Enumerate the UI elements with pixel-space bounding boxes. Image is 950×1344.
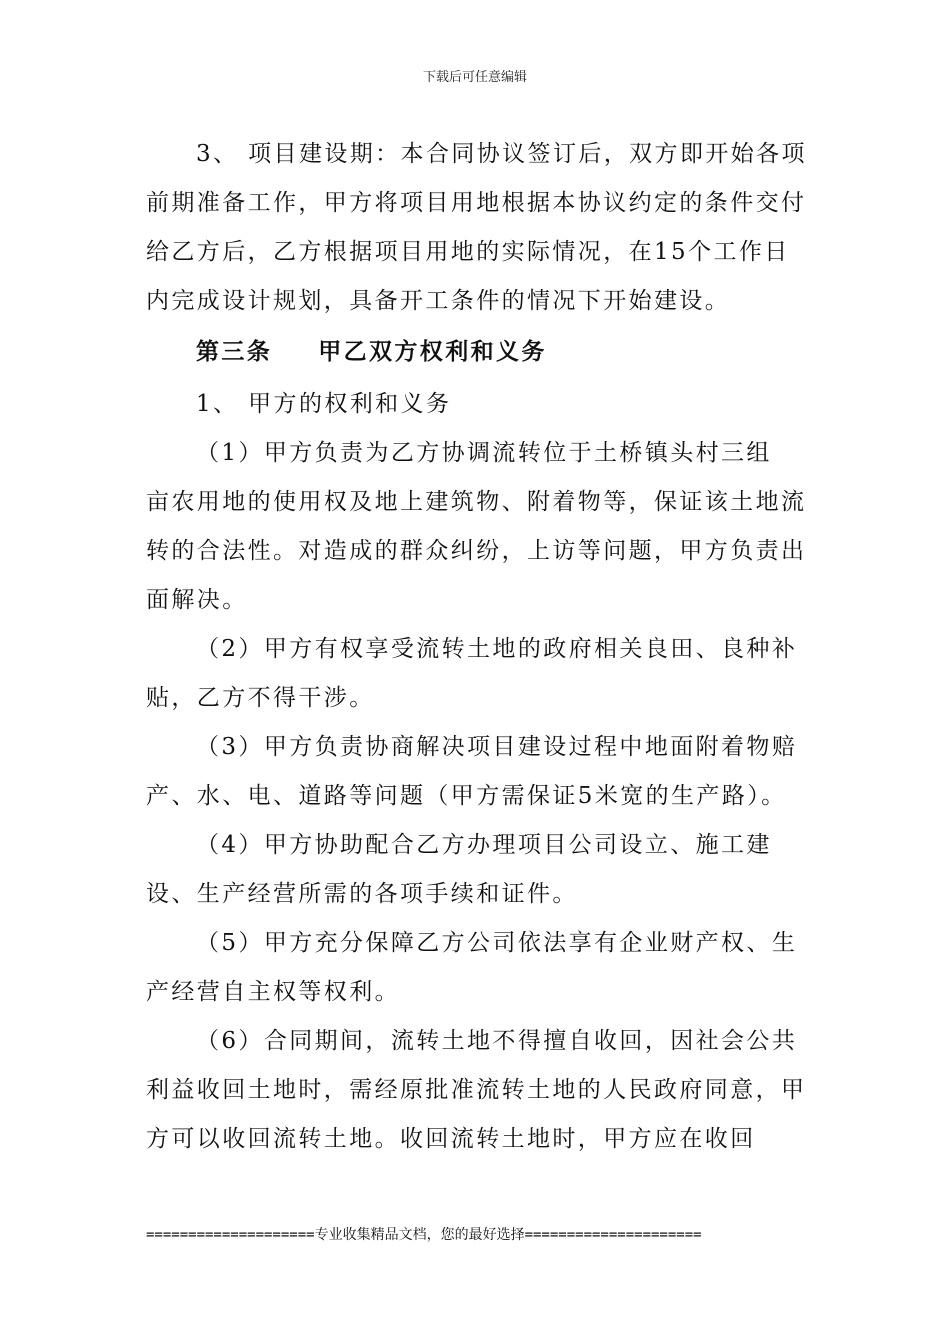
document-body	[146, 130, 810, 1164]
paragraph-construction-period: 3、 项目建设期：本合同协议签订后，双方即开始各项前期准备工作，甲方将项目用地根据本协议约定的条件交付给乙方后，乙方根据项目用地的实际情况，在15个工作日内完成设计规划，具备开工条件的情况下开始建设。	[146, 141, 807, 314]
section-heading	[146, 328, 810, 377]
section-heading-number: 第三条	[196, 339, 273, 365]
footer-banner: ====================专业收集精品文档，您的最好选择=====================	[146, 1227, 702, 1243]
clause-2: （2）甲方有权享受流转土地的政府相关良田、良种补贴，乙方不得干涉。	[146, 636, 798, 711]
clause-1-line1: （1）甲方负责为乙方协调流转位于土桥镇头村三组	[196, 440, 772, 466]
clause-1-continued: 亩农用地的使用权及地上建筑物、附着物等，保证该土地流转的合法性。对造成的群众纠纷，上访等问题，甲方负责出面解决。	[146, 489, 807, 613]
clause-4: （4）甲方协助配合乙方办理项目公司设立、施工建设、生产经营所需的各项手续和证件。	[146, 832, 772, 907]
clause-6: （6）合同期间，流转土地不得擅自收回，因社会公共利益收回土地时，需经原批准流转土地的人民政府同意，甲方可以收回流转土地。收回流转土地时，甲方应在收回	[146, 1028, 807, 1152]
clause-3: （3）甲方负责协商解决项目建设过程中地面附着物赔产、水、电、道路等问题（甲方需保证5米宽的生产路）。	[146, 734, 798, 809]
subsection-title: 1、 甲方的权利和义务	[196, 391, 452, 417]
section-heading-title: 甲乙双方权利和义务	[318, 339, 547, 365]
clause-5: （5）甲方充分保障乙方公司依法享有企业财产权、生产经营自主权等权利。	[146, 930, 798, 1005]
header-note: 下载后可任意编辑	[422, 70, 527, 85]
